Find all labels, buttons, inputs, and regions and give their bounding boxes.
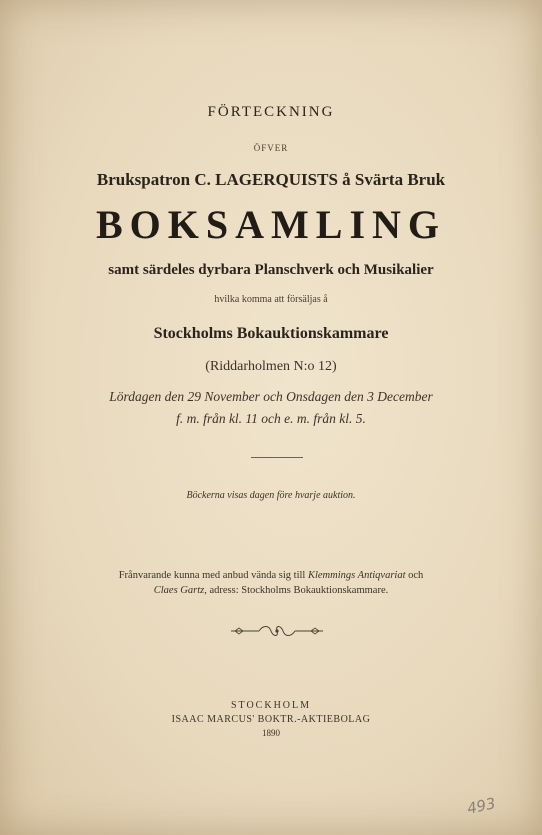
divider-rule — [251, 457, 303, 458]
viewing-note: Böckerna visas dagen före hvarje auktion. — [186, 490, 356, 501]
venue-name: Stockholms Bokauktionskammare — [153, 325, 389, 342]
antiquarian-name: Klemmings Antiqvariat — [307, 570, 406, 581]
auction-times: f. m. från kl. 11 och e. m. från kl. 5. — [176, 411, 366, 426]
absent-bidders-line-1 — [0, 570, 542, 581]
imprint-printer: ISAAC MARCUS' BOKTR.-AKTIEBOLAG — [171, 714, 371, 725]
auction-dates: Lördagen den 29 November och Onsdagen den 3 December — [109, 389, 433, 404]
absent-bidders-line-2 — [0, 585, 542, 596]
imprint-city: STOCKHOLM — [230, 700, 312, 711]
header-forteckning: FÖRTECKNING — [207, 104, 335, 120]
agent-name: Claes Gartz — [153, 585, 205, 596]
imprint-year: 1890 — [262, 728, 280, 738]
pencil-annotation: 493 — [465, 794, 498, 818]
sale-notice: hvilka komma att försäljas å — [214, 294, 328, 305]
subtitle: samt särdeles dyrbara Planschverk och Musikalier — [108, 262, 434, 278]
ornament-divider-icon — [229, 624, 325, 638]
absent-suffix: och — [405, 570, 424, 581]
main-title: BOKSAMLING — [95, 202, 447, 247]
venue-address: (Riddarholmen N:o 12) — [205, 359, 337, 374]
agent-address: , adress: Stockholms Bokauktionskammare. — [204, 585, 389, 596]
owner-line: Brukspatron C. LAGERQUISTS å Svärta Bruk — [96, 170, 446, 189]
absent-prefix: Frånvarande kunna med anbud vända sig till — [118, 570, 308, 581]
ofver-label: ÖFVER — [253, 143, 289, 153]
